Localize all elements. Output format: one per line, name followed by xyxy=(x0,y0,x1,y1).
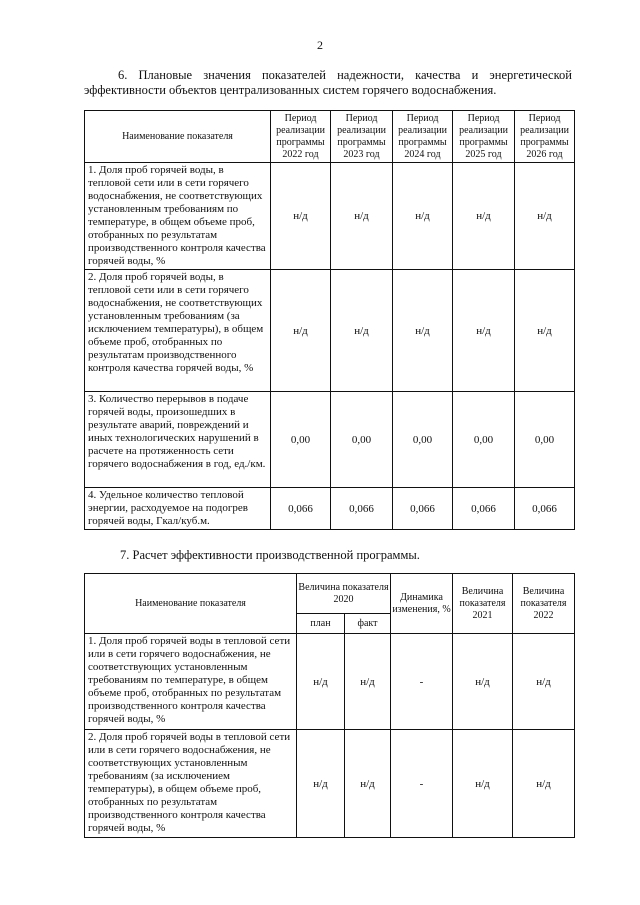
indicator-value: н/д xyxy=(453,730,513,838)
reliability-indicators-table xyxy=(84,110,575,530)
header-value-2021: Величина показателя 2021 xyxy=(453,574,513,634)
indicator-value: н/д xyxy=(393,270,453,392)
indicator-value: - xyxy=(391,634,453,730)
header-period-2024: Период реализации программы 2024 год xyxy=(393,111,453,163)
indicator-value: н/д xyxy=(453,634,513,730)
table-row xyxy=(85,163,575,270)
indicator-value: - xyxy=(391,730,453,838)
table-row xyxy=(85,634,575,730)
indicator-value: н/д xyxy=(515,163,575,270)
indicator-value: н/д xyxy=(453,270,515,392)
indicator-value: н/д xyxy=(331,270,393,392)
indicator-value: 0,066 xyxy=(453,488,515,530)
indicator-value: н/д xyxy=(513,634,575,730)
table-row xyxy=(85,730,575,838)
table-row xyxy=(85,270,575,392)
indicator-value: 0,066 xyxy=(271,488,331,530)
indicator-value: н/д xyxy=(515,270,575,392)
indicator-value: н/д xyxy=(345,634,391,730)
section-6-heading-line-1: 6. Плановые значения показателей надежности, качества и энергетической xyxy=(118,68,572,82)
indicator-value: н/д xyxy=(345,730,391,838)
indicator-name: 2. Доля проб горячей воды, в тепловой сети или в сети горячего водоснабжения, не соответствующих установленным требованиям (за исключением температуры), в общем объеме проб, отобранных по результатам производственного контроля качества горячей воды, % xyxy=(85,270,271,392)
header-indicator-name: Наименование показателя xyxy=(85,574,297,634)
header-period-2022: Период реализации программы 2022 год xyxy=(271,111,331,163)
table-header-row xyxy=(85,111,575,163)
indicator-value: 0,00 xyxy=(453,392,515,488)
indicator-name: 2. Доля проб горячей воды в тепловой сети или в сети горячего водоснабжения, не соответствующих установленным требованиям (за исключением температуры), в общем объеме проб, отобранных по результатам производственного контроля качества горячей воды, % xyxy=(85,730,297,838)
header-value-2022: Величина показателя 2022 xyxy=(513,574,575,634)
indicator-value: 0,00 xyxy=(331,392,393,488)
header-period-2023: Период реализации программы 2023 год xyxy=(331,111,393,163)
indicator-value: н/д xyxy=(331,163,393,270)
indicator-name: 1. Доля проб горячей воды, в тепловой сети или в сети горячего водоснабжения, не соответствующих установленным требованиям по температуре, в общем объеме проб, отобранных по результатам производственного контроля качества горячей воды, % xyxy=(85,163,271,270)
indicator-value: 0,00 xyxy=(393,392,453,488)
header-period-2025: Период реализации программы 2025 год xyxy=(453,111,515,163)
indicator-value: н/д xyxy=(271,163,331,270)
indicator-value: 0,066 xyxy=(331,488,393,530)
indicator-name: 4. Удельное количество тепловой энергии, расходуемое на подогрев горячей воды, Гкал/куб.м. xyxy=(85,488,271,530)
section-6-heading xyxy=(84,68,572,98)
program-efficiency-table xyxy=(84,573,575,838)
indicator-value: 0,00 xyxy=(271,392,331,488)
table-header-row xyxy=(85,574,575,614)
header-plan: план xyxy=(297,614,345,634)
indicator-name: 1. Доля проб горячей воды в тепловой сети или в сети горячего водоснабжения, не соответствующих установленным требованиям по температуре, в общем объеме проб, отобранных по результатам производственного контроля качества горячей воды, % xyxy=(85,634,297,730)
indicator-value: 0,066 xyxy=(393,488,453,530)
indicator-value: 0,00 xyxy=(515,392,575,488)
header-indicator-name: Наименование показателя xyxy=(85,111,271,163)
indicator-value: н/д xyxy=(513,730,575,838)
indicator-value: н/д xyxy=(453,163,515,270)
indicator-value: н/д xyxy=(297,730,345,838)
header-period-2026: Период реализации программы 2026 год xyxy=(515,111,575,163)
indicator-value: 0,066 xyxy=(515,488,575,530)
header-value-2020: Величина показателя 2020 xyxy=(297,574,391,614)
header-fact: факт xyxy=(345,614,391,634)
header-dynamics: Динамика изменения, % xyxy=(391,574,453,634)
table-row xyxy=(85,488,575,530)
indicator-value: н/д xyxy=(271,270,331,392)
page-number: 2 xyxy=(317,38,323,52)
indicator-value: н/д xyxy=(393,163,453,270)
indicator-value: н/д xyxy=(297,634,345,730)
table-row xyxy=(85,392,575,488)
section-7-heading: 7. Расчет эффективности производственной программы. xyxy=(120,548,420,562)
section-6-heading-line-2: эффективности объектов централизованных систем горячего водоснабжения. xyxy=(84,83,497,97)
indicator-name: 3. Количество перерывов в подаче горячей воды, произошедших в результате аварий, повреждений и иных технологических нарушений в расчете на протяженность сети горячего водоснабжения в год, ед./км. xyxy=(85,392,271,488)
